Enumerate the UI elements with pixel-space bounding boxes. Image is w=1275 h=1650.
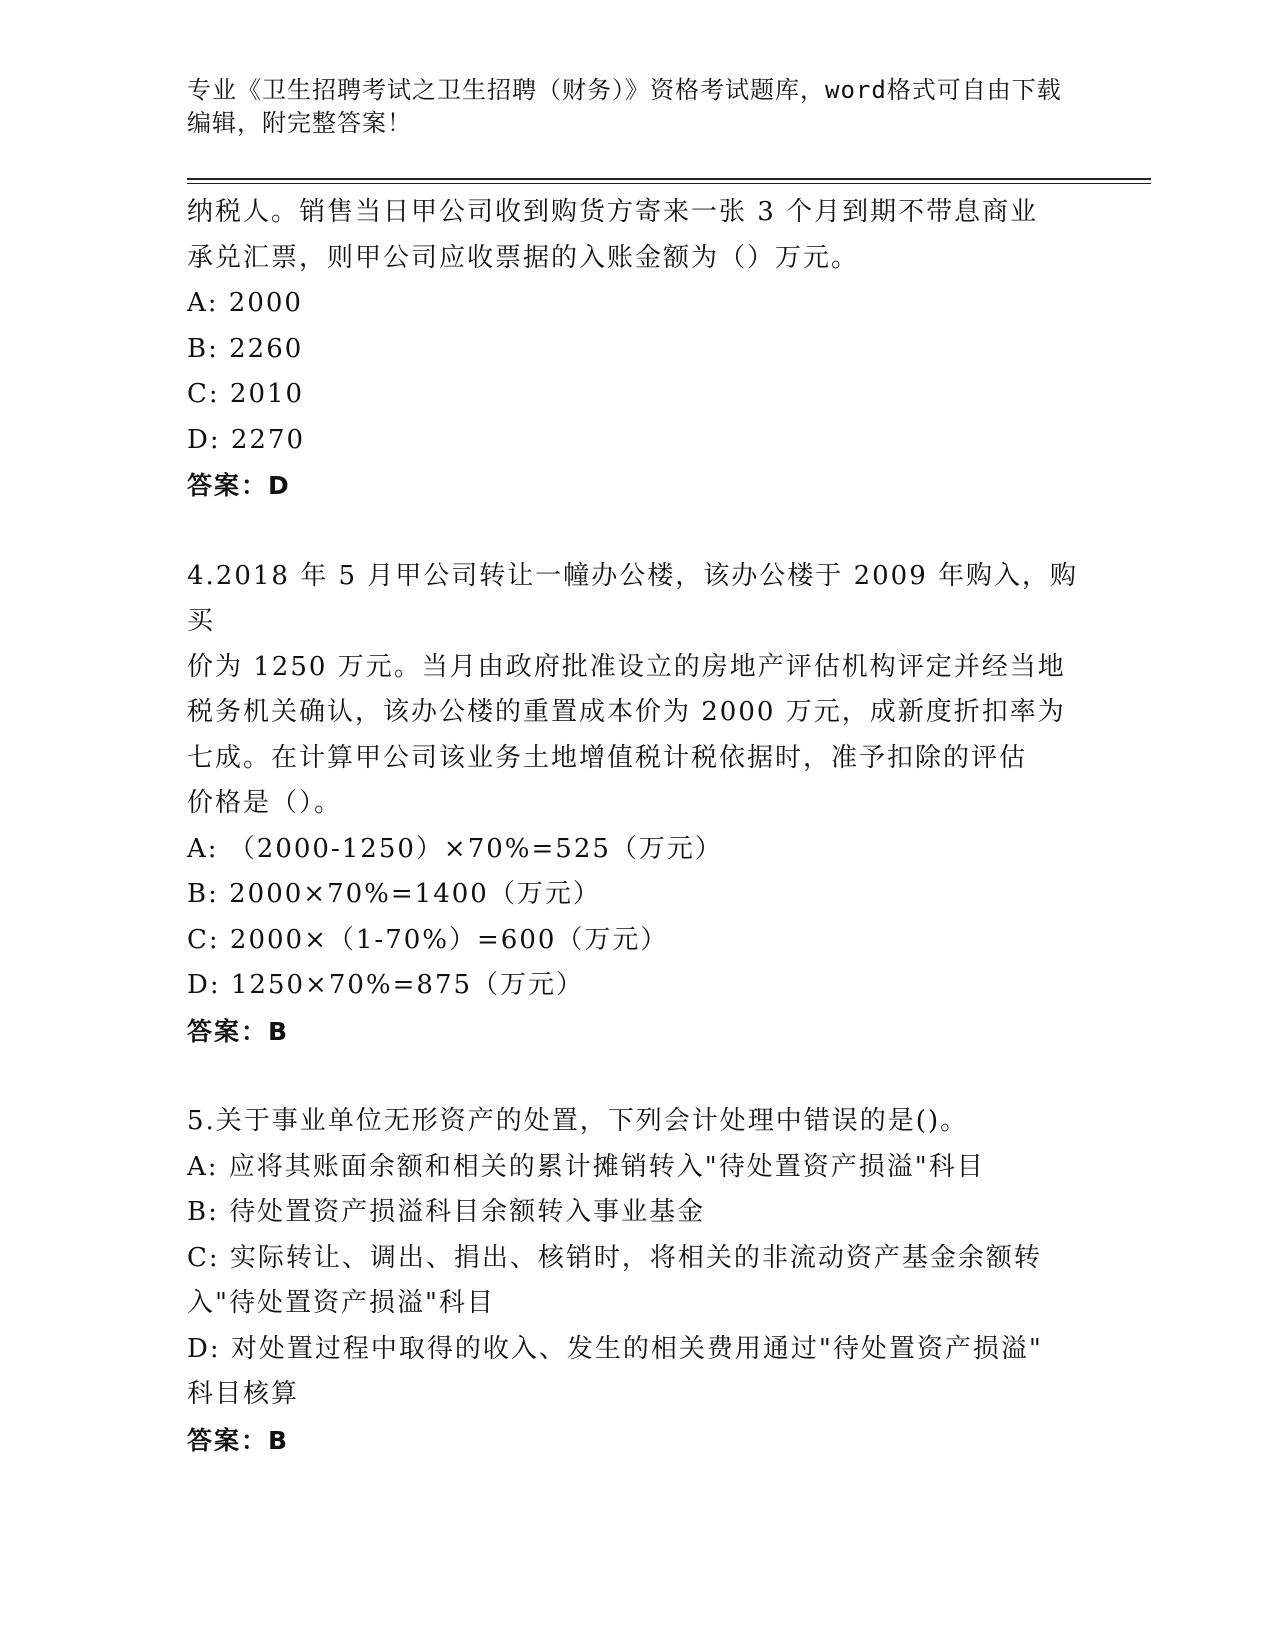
option-d: D: 对处置过程中取得的收入、发生的相关费用通过"待处置资产损溢" [187, 1333, 1043, 1364]
question-5 [187, 1099, 1087, 1463]
header-rule-thin [187, 183, 1151, 184]
header-rule-thick [187, 178, 1151, 180]
option-b: B: 待处置资产损溢科目余额转入事业基金 [187, 1197, 706, 1227]
question-stem: 承兑汇票，则甲公司应收票据的入账金额为（）万元。 [187, 242, 860, 273]
question-stem: 价格是（）。 [187, 788, 343, 818]
answer: 答案：D [187, 471, 291, 500]
question-stem: 价为 1250 万元。当月由政府批准设立的房地产评估机构评定并经当地 [187, 651, 1066, 682]
answer: 答案：B [187, 1016, 290, 1046]
header-line-2: 编辑，附完整答案！ [187, 109, 412, 137]
question-stem: 税务机关确认，该办公楼的重置成本价为 2000 万元，成新度折扣率为 [187, 697, 1066, 727]
question-stem: 4.2018 年 5 月甲公司转让一幢办公楼，该办公楼于 2009 年购入，购买 [187, 560, 1079, 636]
question-stem: 纳税人。销售当日甲公司收到购货方寄来一张 3 个月到期不带息商业 [187, 197, 1039, 227]
answer: 答案：B [187, 1425, 290, 1455]
option-b: B: 2000×70%=1400（万元） [187, 879, 601, 909]
option-c: C: 实际转让、调出、捐出、核销时，将相关的非流动资产基金余额转 [187, 1242, 1042, 1273]
question-spacer [187, 509, 1087, 554]
option-d: D: 2270 [187, 424, 306, 455]
question-stem: 5.关于事业单位无形资产的处置，下列会计处理中错误的是()。 [187, 1106, 969, 1136]
header-line-1: 专业《卫生招聘考试之卫生招聘（财务）》资格考试题库，word格式可自由下载 [187, 76, 1062, 104]
page-header [187, 74, 1087, 140]
option-a: A: 应将其账面余额和相关的累计摊销转入"待处置资产损溢"科目 [187, 1151, 985, 1182]
option-a: A: 2000 [187, 288, 303, 318]
option-c-continued: 入"待处置资产损溢"科目 [187, 1288, 495, 1318]
question-4 [187, 554, 1087, 1055]
question-3 [187, 190, 1087, 509]
option-c: C: 2010 [187, 379, 305, 409]
question-spacer [187, 1054, 1087, 1099]
question-stem: 七成。在计算甲公司该业务土地增值税计税依据时，准予扣除的评估 [187, 742, 1028, 773]
option-b: B: 2260 [187, 333, 304, 364]
option-d-continued: 科目核算 [187, 1379, 300, 1409]
option-c: C: 2000×（1-70%）=600（万元） [187, 924, 669, 955]
option-a: A: （2000-1250）×70%=525（万元） [187, 833, 723, 864]
document-body [187, 190, 1087, 1463]
option-d: D: 1250×70%=875（万元） [187, 970, 585, 1000]
